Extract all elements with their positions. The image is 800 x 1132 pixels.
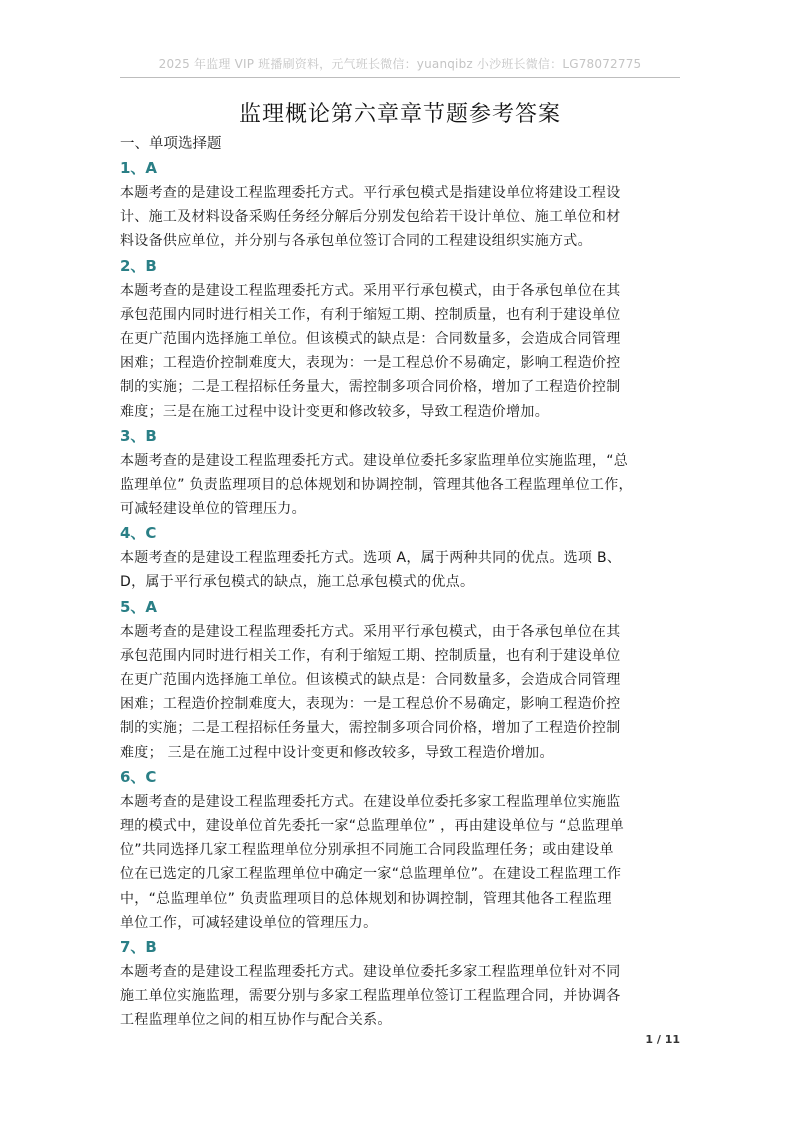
- explanation-paragraph: [120, 960, 682, 1033]
- explanation-line: 本题考查的是建设工程监理委托方式。建设单位委托多家监理单位实施监理，“总: [120, 452, 629, 469]
- explanation-paragraph: [120, 279, 682, 424]
- explanation-line: 理的模式中，建设单位首先委托一家“总监理单位” ，再由建设单位与 “总监理单: [120, 817, 625, 834]
- explanation-line: 在更广范围内选择施工单位。但该模式的缺点是：合同数量多，会造成合同管理: [120, 672, 621, 688]
- section-heading: 一、单项选择题: [120, 136, 222, 152]
- answer-label: 2、B: [120, 256, 157, 275]
- explanation-paragraph: [120, 181, 682, 254]
- answer-label: 5、A: [120, 597, 158, 616]
- explanation-line: 工程监理单位之间的相互协作与配合关系。: [120, 1012, 392, 1029]
- explanation-paragraph: [120, 546, 682, 594]
- explanation-line: 可减轻建设单位的管理压力。: [120, 501, 306, 518]
- explanation-line: 本题考查的是建设工程监理委托方式。平行承包模式是指建设单位将建设工程设: [120, 185, 621, 201]
- explanation-line: 单位工作，可减轻建设单位的管理压力。: [120, 914, 378, 931]
- explanation-line: 本题考查的是建设工程监理委托方式。采用平行承包模式，由于各承包单位在其: [120, 282, 621, 299]
- explanation-line: 本题考查的是建设工程监理委托方式。在建设单位委托多家工程监理单位实施监: [120, 793, 621, 810]
- explanation-line: 施工单位实施监理，需要分别与多家工程监理单位签订工程监理合同，并协调各: [120, 988, 621, 1005]
- explanation-line: 中，“总监理单位” 负责监理项目的总体规划和协调控制，管理其他各工程监理: [120, 890, 612, 907]
- explanation-line: 位”共同选择几家工程监理单位分别承担不同施工合同段监理任务；或由建设单: [120, 842, 614, 859]
- explanation-paragraph: [120, 790, 682, 935]
- question-block-7: [120, 935, 682, 1033]
- answer-label: 3、B: [120, 426, 157, 445]
- question-block-3: [120, 424, 682, 522]
- explanation-line: 监理单位” 负责监理项目的总体规划和协调控制，管理其他各工程监理单位工作，: [120, 476, 633, 493]
- document-body: [120, 132, 682, 1032]
- explanation-line: 在更广范围内选择施工单位。但该模式的缺点是：合同数量多，会造成合同管理: [120, 330, 621, 347]
- explanation-line: 料设备供应单位，并分别与各承包单位签订合同的工程建设组织实施方式。: [120, 233, 592, 250]
- explanation-line: 本题考查的是建设工程监理委托方式。选项 A，属于两种共同的优点。选项 B、: [120, 550, 622, 567]
- question-block-5: [120, 595, 682, 765]
- question-block-1: [120, 156, 682, 254]
- explanation-line: 难度； 三是在施工过程中设计变更和修改较多，导致工程造价增加。: [120, 744, 554, 761]
- question-block-6: [120, 765, 682, 935]
- question-block-2: [120, 254, 682, 424]
- explanation-paragraph: [120, 449, 682, 522]
- header-divider: [120, 77, 680, 78]
- explanation-line: D，属于平行承包模式的缺点，施工总承包模式的优点。: [120, 574, 475, 591]
- answer-label: 7、B: [120, 937, 157, 956]
- explanation-line: 制的实施；二是工程招标任务量大，需控制多项合同价格，增加了工程造价控制: [120, 379, 621, 396]
- explanation-line: 位在已选定的几家工程监理单位中确定一家“总监理单位”。在建设工程监理工作: [120, 866, 622, 883]
- explanation-line: 制的实施；二是工程招标任务量大，需控制多项合同价格，增加了工程造价控制: [120, 720, 621, 737]
- explanation-line: 本题考查的是建设工程监理委托方式。采用平行承包模式，由于各承包单位在其: [120, 623, 621, 640]
- explanation-line: 困难；工程造价控制难度大，表现为：一是工程总价不易确定，影响工程造价控: [120, 696, 621, 713]
- answer-label: 6、C: [120, 767, 157, 786]
- answer-label: 4、C: [120, 524, 157, 543]
- document-title: 监理概论第六章章节题参考答案: [238, 102, 561, 127]
- explanation-line: 本题考查的是建设工程监理委托方式。建设单位委托多家工程监理单位针对不同: [120, 963, 621, 980]
- page-header-watermark: 2025 年监理 VIP 班播刷资料，元气班长微信：yuanqibz 小沙班长微信：LG78072775: [158, 57, 642, 71]
- explanation-line: 计、施工及材料设备采购任务经分解后分别发包给若干设计单位、施工单位和材: [120, 209, 621, 226]
- explanation-paragraph: [120, 620, 682, 765]
- page-number: 1 / 11: [645, 1033, 680, 1046]
- question-block-4: [120, 521, 682, 594]
- explanation-line: 难度；三是在施工过程中设计变更和修改较多，导致工程造价增加。: [120, 403, 549, 420]
- explanation-line: 困难；工程造价控制难度大，表现为：一是工程总价不易确定，影响工程造价控: [120, 355, 621, 372]
- answer-label: 1、A: [120, 159, 158, 177]
- explanation-line: 承包范围内同时进行相关工作，有利于缩短工期、控制质量，也有利于建设单位: [120, 647, 621, 664]
- explanation-line: 承包范围内同时进行相关工作，有利于缩短工期、控制质量，也有利于建设单位: [120, 306, 621, 323]
